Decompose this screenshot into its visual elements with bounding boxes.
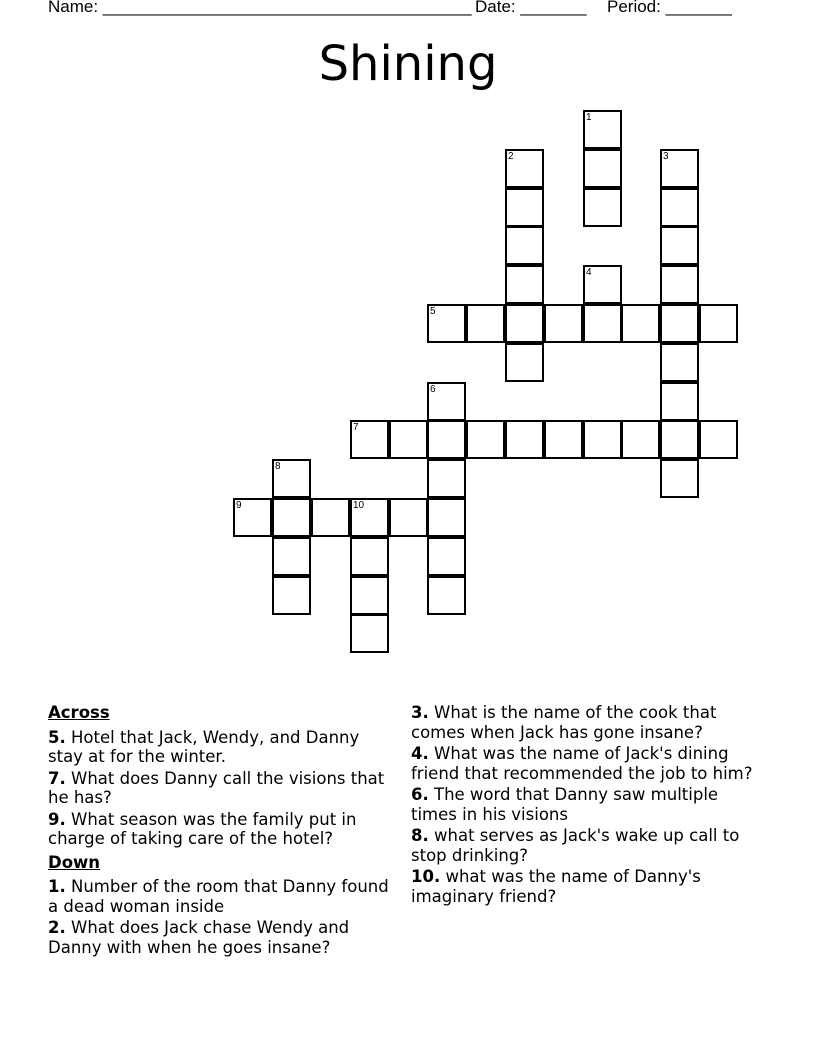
grid-cell[interactable] xyxy=(427,498,466,537)
clue-number: 4. xyxy=(411,744,429,763)
grid-cell[interactable] xyxy=(505,149,544,188)
clue-text: What is the name of the cook that comes when Jack has gone insane? xyxy=(411,703,717,742)
clue-number: 5. xyxy=(48,727,66,747)
grid-cell[interactable] xyxy=(389,498,428,537)
cell-number: 5 xyxy=(430,306,436,317)
grid-cell[interactable] xyxy=(544,304,583,343)
grid-cell[interactable] xyxy=(583,188,622,227)
grid-cell[interactable] xyxy=(505,420,544,459)
page-title: Shining xyxy=(318,36,498,92)
cell-number: 1 xyxy=(586,112,592,123)
clue-text: What does Danny call the visions that he has? xyxy=(48,768,385,807)
grid-cell[interactable] xyxy=(427,304,466,343)
grid-cell[interactable] xyxy=(505,343,544,382)
clue-across-9 xyxy=(48,810,398,849)
grid-cell[interactable] xyxy=(505,226,544,265)
down-heading: Down xyxy=(48,852,101,872)
grid-cell[interactable] xyxy=(272,537,311,576)
clue-text: Number of the room that Danny found a dead woman inside xyxy=(48,877,389,916)
clue-number: 6. xyxy=(411,785,429,804)
clue-text: What season was the family put in charge of taking care of the hotel? xyxy=(48,809,357,848)
grid-cell[interactable] xyxy=(505,265,544,304)
clue-number: 2. xyxy=(48,918,66,937)
date-field[interactable]: Date: _______ xyxy=(475,0,587,16)
grid-cell[interactable] xyxy=(427,459,466,498)
grid-cell[interactable] xyxy=(583,420,622,459)
grid-cell[interactable] xyxy=(272,498,311,537)
grid-cell[interactable] xyxy=(427,576,466,615)
clue-across-5 xyxy=(48,728,398,767)
period-field[interactable]: Period: _______ xyxy=(607,0,732,16)
grid-cell[interactable] xyxy=(389,420,428,459)
clue-down-8 xyxy=(411,826,756,865)
grid-cell[interactable] xyxy=(583,149,622,188)
clue-text: what serves as Jack's wake up call to stop drinking? xyxy=(411,826,740,865)
cell-number: 3 xyxy=(663,151,669,162)
grid-cell[interactable] xyxy=(660,265,699,304)
clue-text: What was the name of Jack's dining friend that recommended the job to him? xyxy=(411,744,753,783)
clue-column-right xyxy=(411,703,756,908)
clue-number: 1. xyxy=(48,877,66,896)
cell-number: 8 xyxy=(275,461,281,472)
grid-cell[interactable] xyxy=(427,382,466,421)
cell-number: 10 xyxy=(353,500,365,511)
grid-cell[interactable] xyxy=(544,420,583,459)
grid-cell[interactable] xyxy=(660,343,699,382)
cell-number: 9 xyxy=(236,500,242,511)
clue-text: Hotel that Jack, Wendy, and Danny stay at for the winter. xyxy=(48,727,360,766)
across-heading: Across xyxy=(48,703,110,722)
cell-number: 7 xyxy=(353,422,359,433)
clue-number: 10. xyxy=(411,867,441,886)
grid-cell[interactable] xyxy=(583,304,622,343)
grid-cell[interactable] xyxy=(660,149,699,188)
clue-text: What does Jack chase Wendy and Danny with when he goes insane? xyxy=(48,918,350,957)
clue-number: 3. xyxy=(411,703,429,722)
grid-cell[interactable] xyxy=(311,498,350,537)
grid-cell[interactable] xyxy=(350,498,389,537)
cell-number: 2 xyxy=(508,151,514,162)
grid-cell[interactable] xyxy=(621,304,660,343)
grid-cell[interactable] xyxy=(272,576,311,615)
grid-cell[interactable] xyxy=(233,498,272,537)
grid-cell[interactable] xyxy=(660,382,699,421)
clue-down-3 xyxy=(411,703,756,742)
grid-cell[interactable] xyxy=(505,304,544,343)
grid-cell[interactable] xyxy=(699,420,738,459)
grid-cell[interactable] xyxy=(466,420,505,459)
grid-cell[interactable] xyxy=(350,420,389,459)
clue-text: what was the name of Danny's imaginary friend? xyxy=(411,867,701,906)
clue-number: 8. xyxy=(411,826,429,845)
grid-cell[interactable] xyxy=(272,459,311,498)
grid-cell[interactable] xyxy=(699,304,738,343)
clue-down-1 xyxy=(48,877,398,916)
grid-cell[interactable] xyxy=(621,420,660,459)
grid-cell[interactable] xyxy=(427,537,466,576)
clue-down-4 xyxy=(411,744,756,783)
clue-down-6 xyxy=(411,785,756,824)
clue-column-left xyxy=(48,703,398,959)
grid-cell[interactable] xyxy=(350,614,389,653)
grid-cell[interactable] xyxy=(350,576,389,615)
grid-cell[interactable] xyxy=(505,188,544,227)
clue-text: The word that Danny saw multiple times in his visions xyxy=(411,785,719,824)
clue-number: 9. xyxy=(48,809,66,829)
name-field[interactable]: Name: _______________________________________ xyxy=(48,0,472,16)
grid-cell[interactable] xyxy=(427,420,466,459)
grid-cell[interactable] xyxy=(350,537,389,576)
cell-number: 6 xyxy=(430,384,436,395)
clue-across-7 xyxy=(48,769,398,808)
clue-down-2 xyxy=(48,918,398,957)
grid-cell[interactable] xyxy=(660,459,699,498)
grid-cell[interactable] xyxy=(466,304,505,343)
grid-cell[interactable] xyxy=(660,226,699,265)
grid-cell[interactable] xyxy=(660,188,699,227)
grid-cell[interactable] xyxy=(660,420,699,459)
clue-number: 7. xyxy=(48,768,66,788)
grid-cell[interactable] xyxy=(583,110,622,149)
grid-cell[interactable] xyxy=(660,304,699,343)
cell-number: 4 xyxy=(586,267,592,278)
grid-cell[interactable] xyxy=(583,265,622,304)
clue-down-10 xyxy=(411,867,756,906)
